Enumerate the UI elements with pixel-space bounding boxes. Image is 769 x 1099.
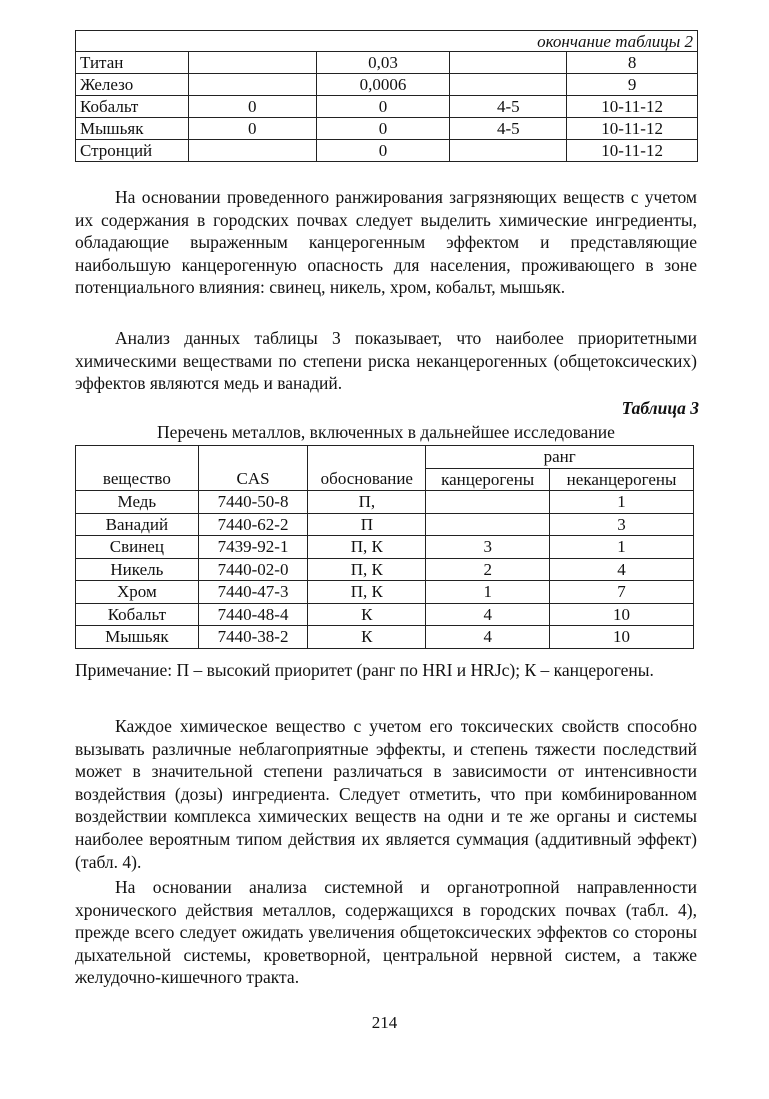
paragraph-table3-analysis: Анализ данных таблицы 3 показывает, что наиболее приоритетными химическими веществами по степени риска неканцерогенных (общетоксических) эффектов являются медь и ванадий. (75, 328, 697, 394)
basis-value: П, К (308, 536, 426, 559)
substance-name: Кобальт (76, 96, 189, 118)
cas-number: 7440-02-0 (198, 558, 308, 581)
table-cell: 10-11-12 (567, 96, 698, 118)
cas-number: 7440-48-4 (198, 603, 308, 626)
table-row (76, 96, 698, 118)
noncarcinogen-rank: 4 (550, 558, 694, 581)
substance-name: Титан (76, 52, 189, 74)
carcinogen-rank: 4 (426, 603, 550, 626)
cas-number: 7440-38-2 (198, 626, 308, 649)
header-basis: обоснование (308, 446, 426, 491)
table-cell: 4-5 (450, 96, 567, 118)
table-cell: 9 (567, 74, 698, 96)
table-row (76, 536, 694, 559)
paragraph-carcinogenic-ingredients: На основании проведенного ранжирования загрязняющих веществ с учетом их содержания в городских почвах следует выделить химические ингредиенты, обладающие выраженным канцерогенным эффектом и представляющие наибольшую канцерогенную опасность для населения, проживающего в зоне потенциального влияния: свинец, никель, хром, кобальт, мышьяк. (75, 187, 697, 298)
substance-name: Кобальт (76, 603, 199, 626)
table-cell: 10-11-12 (567, 118, 698, 140)
substance-name: Стронций (76, 140, 189, 162)
carcinogen-rank (426, 491, 550, 514)
table-caption: окончание таблицы 2 (76, 31, 698, 52)
basis-value: П (308, 513, 426, 536)
carcinogen-rank: 2 (426, 558, 550, 581)
table-cell (188, 74, 316, 96)
table-cell: 8 (567, 52, 698, 74)
table-cell: 0 (316, 118, 450, 140)
basis-value: П, К (308, 581, 426, 604)
table-cell: 0,0006 (316, 74, 450, 96)
cas-number: 7439-92-1 (198, 536, 308, 559)
substance-name: Железо (76, 74, 189, 96)
basis-value: П, К (308, 558, 426, 581)
header-noncarcinogens: неканцерогены (550, 468, 694, 491)
table-row (76, 581, 694, 604)
paragraph-combined-effects: Каждое химическое вещество с учетом его токсических свойств способно вызывать различные неблагоприятные эффекты, и степень тяжести последствий может в значительной степени различаться в зависимости от интенсивности воздействия (дозы) ингредиента. Следует отметить, что при комбинированном воздействии комплекса химических веществ на одни и те же органы и системы наиболее вероятным типом действия их является суммация (аддитивный эффект) (табл. 4). (75, 716, 697, 872)
table-row (76, 491, 694, 514)
substance-name: Никель (76, 558, 199, 581)
table-cell: 0,03 (316, 52, 450, 74)
cas-number: 7440-47-3 (198, 581, 308, 604)
noncarcinogen-rank: 10 (550, 603, 694, 626)
noncarcinogen-rank: 1 (550, 536, 694, 559)
table-row (76, 140, 698, 162)
substance-name: Медь (76, 491, 199, 514)
carcinogen-rank: 4 (426, 626, 550, 649)
table-row (76, 52, 698, 74)
table-cell (450, 140, 567, 162)
table-row (76, 74, 698, 96)
table-row (76, 118, 698, 140)
substance-name: Мышьяк (76, 118, 189, 140)
carcinogen-rank: 3 (426, 536, 550, 559)
noncarcinogen-rank: 7 (550, 581, 694, 604)
table-row (76, 558, 694, 581)
table-cell (188, 140, 316, 162)
table-cell: 0 (188, 118, 316, 140)
table-cell (188, 52, 316, 74)
noncarcinogen-rank: 1 (550, 491, 694, 514)
table-row (76, 626, 694, 649)
basis-value: К (308, 603, 426, 626)
table-cell: 4-5 (450, 118, 567, 140)
table-cell: 10-11-12 (567, 140, 698, 162)
carcinogen-rank: 1 (426, 581, 550, 604)
substance-name: Мышьяк (76, 626, 199, 649)
table-2-continuation (75, 30, 698, 162)
table-3-title: Перечень металлов, включенных в дальнейшее исследование (157, 422, 615, 442)
noncarcinogen-rank: 3 (550, 513, 694, 536)
table-note: Примечание: П – высокий приоритет (ранг по HRI и HRJc); К – канцерогены. (75, 660, 654, 680)
header-substance: вещество (76, 446, 199, 491)
substance-name: Хром (76, 581, 199, 604)
header-cas: CAS (198, 446, 308, 491)
cas-number: 7440-62-2 (198, 513, 308, 536)
table-row (76, 513, 694, 536)
table-3-label: Таблица 3 (621, 398, 699, 418)
substance-name: Свинец (76, 536, 199, 559)
paragraph-systemic-effects: На основании анализа системной и органотропной направленности хронического действия металлов, содержащихся в городских почвах (табл. 4), прежде всего следует ожидать увеличения общетоксических эффектов со стороны дыхательной системы, кроветворной, центральной нервной систем, а также желудочно-кишечного тракта. (75, 877, 697, 988)
table-cell (450, 74, 567, 96)
header-carcinogens: канцерогены (426, 468, 550, 491)
table-3-metals (75, 445, 694, 649)
page-number: 214 (371, 1013, 398, 1032)
table-row (76, 603, 694, 626)
basis-value: К (308, 626, 426, 649)
noncarcinogen-rank: 10 (550, 626, 694, 649)
carcinogen-rank (426, 513, 550, 536)
table-cell: 0 (316, 140, 450, 162)
table-cell: 0 (316, 96, 450, 118)
header-rank: ранг (426, 446, 694, 469)
basis-value: П, (308, 491, 426, 514)
table-cell: 0 (188, 96, 316, 118)
substance-name: Ванадий (76, 513, 199, 536)
cas-number: 7440-50-8 (198, 491, 308, 514)
table-cell (450, 52, 567, 74)
